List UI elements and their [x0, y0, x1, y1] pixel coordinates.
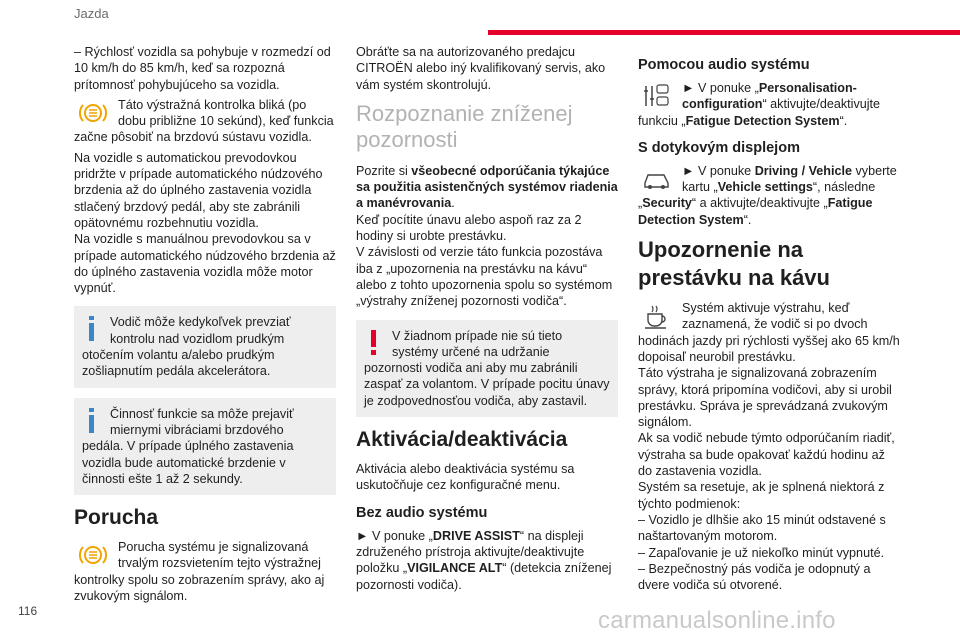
subheading: Bez audio systému: [356, 504, 488, 521]
paragraph: Táto výstraha je signalizovaná zobrazením správy, ktorá pripomína vodičovi, aby si urobil prestávku. Správa je sprevádzaná zvukovým signálom.: [638, 366, 892, 430]
paragraph: Pozrite si všeobecné odporúčania týkajúce sa použitia asistenčných systémov riadenia a manévrovania.: [356, 163, 618, 211]
note-text: Vodič môže kedykoľvek prevziať kontrolu nad vozidlom prudkým otočením volantu a/alebo prudkým zošliapnutím pedála akcelerátora.: [82, 315, 291, 379]
paragraph: ► V ponuke „Personalisation-configuration“ aktivujte/deaktivujte funkciu „Fatigue Detection System“.: [638, 81, 881, 128]
paragraph: Obráťte sa na autorizovaného predajcu CITROËN alebo iný kvalifikovaný servis, ako vám systém skontrolujú.: [356, 45, 606, 92]
paragraph: V závislosti od verzie táto funkcia pozostáva iba z „upozornenia na prestávku na kávu“ alebo z tohto upozornenia spolu so systémom „výstrahy zníženej pozornosti vodiča“.: [356, 245, 613, 309]
note-text: Činnosť funkcie sa môže prejaviť miernymi vibráciami brzdového pedála. V prípade úplného zastavenia vozidla bude automatické brzdenie v činnosti ešte 1 až 2 sekundy.: [82, 406, 294, 486]
info-note: [74, 398, 336, 495]
paragraph: Na vozidle s automatickou prevodovkou pridržte v prípade automatického núdzového brzdenia až do úplného zastavenia vozidla stlačený brzdový pedál, aby ste zabránili opätovnému rozbehnutiu vozidla.: [74, 150, 323, 230]
brake-warning-icon: [78, 541, 112, 571]
paragraph: Ak sa vodič nebude týmto odporúčaním riadiť, výstraha sa bude opakovať každú hodinu až do zastavenia vozidla.: [638, 431, 895, 479]
list-item: – Bezpečnostný pás vodiča je odopnutý a dvere vodiča sú otvorené.: [638, 561, 871, 593]
paragraph: Systém aktivuje výstrahu, keď zaznamená, že vodič si po dvoch hodinách jazdy pri rýchlosti vyššej ako 65 km/h dopoisaľ neurobil prestávku.: [638, 301, 900, 364]
paragraph: Porucha systému je signalizovaná trvalým rozsvietením tejto výstražnej kontrolky spolu so zobrazením správy, ako aj zvukovým signálom.: [74, 540, 325, 604]
paragraph: Aktivácia alebo deaktivácia systému sa uskutočňuje cez konfiguračné menu.: [356, 462, 575, 493]
paragraph: Táto výstražná kontrolka bliká (po dobu približne 10 sekúnd), keď funkcia začne pôsobiť na brzdovú sústavu vozidla.: [74, 97, 334, 145]
subheading: S dotykovým displejom: [638, 139, 800, 156]
paragraph: ► V ponuke „DRIVE ASSIST“ na displeji združeného prístroja aktivujte/deaktivujte položku „VIGILANCE ALT“ (detekcia zníženej pozornosti vodiča).: [356, 528, 612, 592]
section-heading: Porucha: [74, 506, 159, 530]
paragraph: Keď pocítite únavu alebo aspoň raz za 2 hodiny si urobte prestávku.: [356, 212, 582, 244]
section-heading: Aktivácia/deaktivácia: [356, 428, 568, 452]
accent-bar: [488, 30, 960, 35]
coffee-cup-icon: [642, 302, 676, 332]
brake-warning-icon: [78, 99, 112, 129]
paragraph: Systém sa resetuje, ak je splnená niektorá z týchto podmienok:: [638, 480, 885, 511]
section-heading-light: Rozpoznanie zníženej pozornosti: [356, 100, 573, 152]
list-item: – Vozidlo je dlhšie ako 15 minút odstavené s naštartovaným motorom.: [638, 512, 886, 544]
audio-system-icon: [642, 82, 676, 112]
running-header: Jazda: [74, 6, 109, 21]
column-2: [356, 44, 618, 593]
list-item: – Zapaľovanie je už niekoľko minút vypnuté.: [638, 545, 885, 560]
section-heading: Upozornenie na prestávku na kávu: [638, 237, 830, 291]
warning-icon: [364, 328, 388, 358]
paragraph: Na vozidle s manuálnou prevodovkou sa v prípade automatického núdzového brzdenia až do úplného zastavenia vozidla môže motor vypnúť.: [74, 232, 336, 296]
paragraph: – Rýchlosť vozidla sa pohybuje v rozmedzí od 10 km/h do 85 km/h, keď sa rozpozná prítomnosť pohybujúceho sa vozidla.: [74, 45, 331, 92]
note-text: V žiadnom prípade nie sú tieto systémy určené na udržanie pozornosti vodiča ani aby mu zabránili zaspať za volantom. V prípade pocitu únavy je zodpovednosťou vodiča, aby zastavil.: [364, 328, 610, 408]
info-icon: [82, 314, 106, 344]
watermark: carmanualsonline.info: [598, 607, 836, 634]
warning-note: [356, 320, 618, 417]
paragraph: ► V ponuke Driving / Vehicle vyberte kartu „Vehicle settings“, následne „Security“ a aktivujte/deaktivujte „Fatigue Detection System“.: [638, 163, 897, 227]
column-1: [74, 44, 336, 604]
subheading: Pomocou audio systému: [638, 57, 810, 73]
car-icon: [642, 165, 676, 195]
info-icon: [82, 406, 106, 436]
info-note: [74, 306, 336, 387]
page-number: 116: [18, 604, 38, 618]
column-3: [638, 44, 900, 593]
